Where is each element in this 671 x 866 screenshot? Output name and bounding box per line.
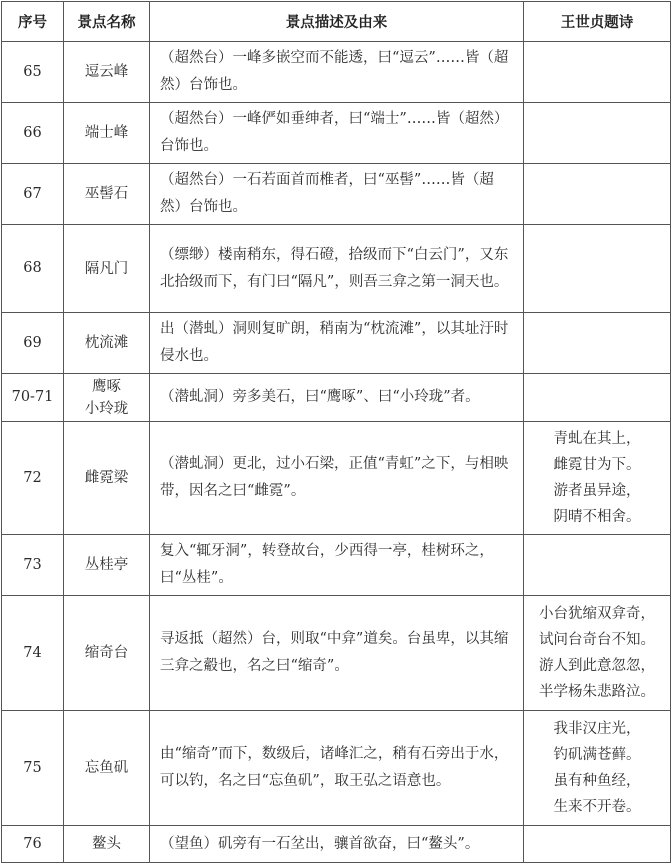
spot-name — [64, 535, 150, 596]
table-row — [2, 103, 671, 164]
spot-name-line: 丛桂亭 — [84, 557, 129, 573]
row-number: 66 — [2, 103, 64, 164]
poem-line: 半学杨朱悲路泣。 — [539, 684, 655, 700]
table-row — [2, 596, 671, 711]
table-row — [2, 313, 671, 374]
table-row — [2, 225, 671, 313]
spot-poem — [524, 225, 671, 313]
spot-name-line: 逗云峰 — [84, 64, 129, 80]
spot-name — [64, 374, 150, 422]
spot-name — [64, 164, 150, 225]
spot-poem — [524, 596, 671, 711]
row-number: 74 — [2, 596, 64, 711]
spot-description: （超然台）一峰多嵌空而不能透，曰“逗云”……皆（超然）台饰也。 — [150, 42, 524, 103]
spot-description: （潜虬洞）更北，过小石梁，正值“青虹”之下，与相映带，因名之曰“雌霓”。 — [150, 422, 524, 535]
spot-name-line: 巫髻石 — [84, 186, 129, 202]
row-number: 68 — [2, 225, 64, 313]
spot-description: 寻返抵（超然）台，则取“中弇”道矣。台虽卑，以其缩三弇之觳也，名之曰“缩奇”。 — [150, 596, 524, 711]
spot-name — [64, 42, 150, 103]
spot-name-line: 鹰啄 — [92, 378, 121, 395]
spot-poem — [524, 164, 671, 225]
spot-name — [64, 313, 150, 374]
spot-description: 出（潜虬）洞则复旷朗，稍南为“枕流滩”，以其址汙时侵水也。 — [150, 313, 524, 374]
table-row — [2, 42, 671, 103]
poem-line: 青虬在其上， — [553, 431, 641, 447]
spot-name — [64, 826, 150, 863]
header-spot-name: 景点名称 — [64, 2, 150, 42]
poem-line: 雌霓甘为下。 — [553, 457, 641, 473]
header-number: 序号 — [2, 2, 64, 42]
row-number: 73 — [2, 535, 64, 596]
row-number: 70-71 — [2, 374, 64, 422]
poem-line: 虽有种鱼经， — [553, 773, 641, 789]
scenic-spots-table — [1, 1, 671, 863]
row-number: 67 — [2, 164, 64, 225]
table-row — [2, 422, 671, 535]
spot-name-line: 枕流滩 — [84, 335, 129, 351]
table-row — [2, 711, 671, 826]
poem-line: 试问台奇台不知。 — [539, 632, 655, 648]
spot-name — [64, 225, 150, 313]
header-poem: 王世贞题诗 — [524, 2, 671, 42]
row-number: 69 — [2, 313, 64, 374]
spot-name-line: 缩奇台 — [84, 645, 129, 661]
spot-poem — [524, 535, 671, 596]
row-number: 76 — [2, 826, 64, 863]
spot-name-line: 端士峰 — [84, 125, 129, 141]
table-body — [2, 42, 671, 863]
spot-poem — [524, 313, 671, 374]
poem-line: 我非汉庄光， — [553, 721, 641, 737]
spot-poem — [524, 711, 671, 826]
spot-description: （超然台）一石若面首而椎者，曰“巫髻”……皆（超然）台饰也。 — [150, 164, 524, 225]
spot-description: 复入“辄牙洞”，转登故台，少西得一亭，桂树环之，曰“丛桂”。 — [150, 535, 524, 596]
spot-poem — [524, 826, 671, 863]
row-number: 65 — [2, 42, 64, 103]
poem-line: 游人到此意忽忽， — [539, 658, 655, 674]
spot-name — [64, 711, 150, 826]
spot-description: 由“缩奇”而下，数级后，诸峰汇之，稍有石旁出于水，可以钓，名之曰“忘鱼矶”，取王弘之语意也。 — [150, 711, 524, 826]
header-row — [2, 2, 671, 42]
row-number: 75 — [2, 711, 64, 826]
spot-name — [64, 596, 150, 711]
poem-line: 钓矶满苍藓。 — [553, 747, 641, 763]
spot-name — [64, 103, 150, 164]
header-description: 景点描述及由来 — [150, 2, 524, 42]
spot-name-line: 小玲珑 — [84, 400, 129, 417]
spot-description: （缥缈）楼南稍东，得石磴，拾级而下“白云门”，又东北拾级而下，有门曰“隔凡”，则吾三弇之第一洞天也。 — [150, 225, 524, 313]
spot-name-line: 隔凡门 — [84, 260, 129, 277]
spot-description: （望鱼）矶旁有一石坌出，骧首欲奋，曰“鳌头”。 — [150, 826, 524, 863]
spot-description: （潜虬洞）旁多美石，曰“鹰啄”、曰“小玲珑”者。 — [150, 374, 524, 422]
poem-line: 小台犹缩双弇奇， — [539, 606, 655, 622]
spot-poem — [524, 374, 671, 422]
table-row — [2, 374, 671, 422]
table-row — [2, 826, 671, 863]
spot-name — [64, 422, 150, 535]
poem-line: 阴晴不相舍。 — [553, 509, 641, 525]
spot-poem — [524, 42, 671, 103]
table-row — [2, 535, 671, 596]
poem-line: 生来不开卷。 — [553, 799, 641, 815]
poem-line: 游者虽异途， — [553, 483, 641, 499]
table-row — [2, 164, 671, 225]
spot-poem — [524, 103, 671, 164]
spot-name-line: 雌霓梁 — [84, 470, 129, 486]
spot-name-line: 忘鱼矶 — [84, 760, 129, 776]
spot-name-line: 鳌头 — [92, 836, 121, 852]
row-number: 72 — [2, 422, 64, 535]
spot-poem — [524, 422, 671, 535]
spot-description: （超然台）一峰俨如垂绅者，曰“端士”……皆（超然）台饰也。 — [150, 103, 524, 164]
